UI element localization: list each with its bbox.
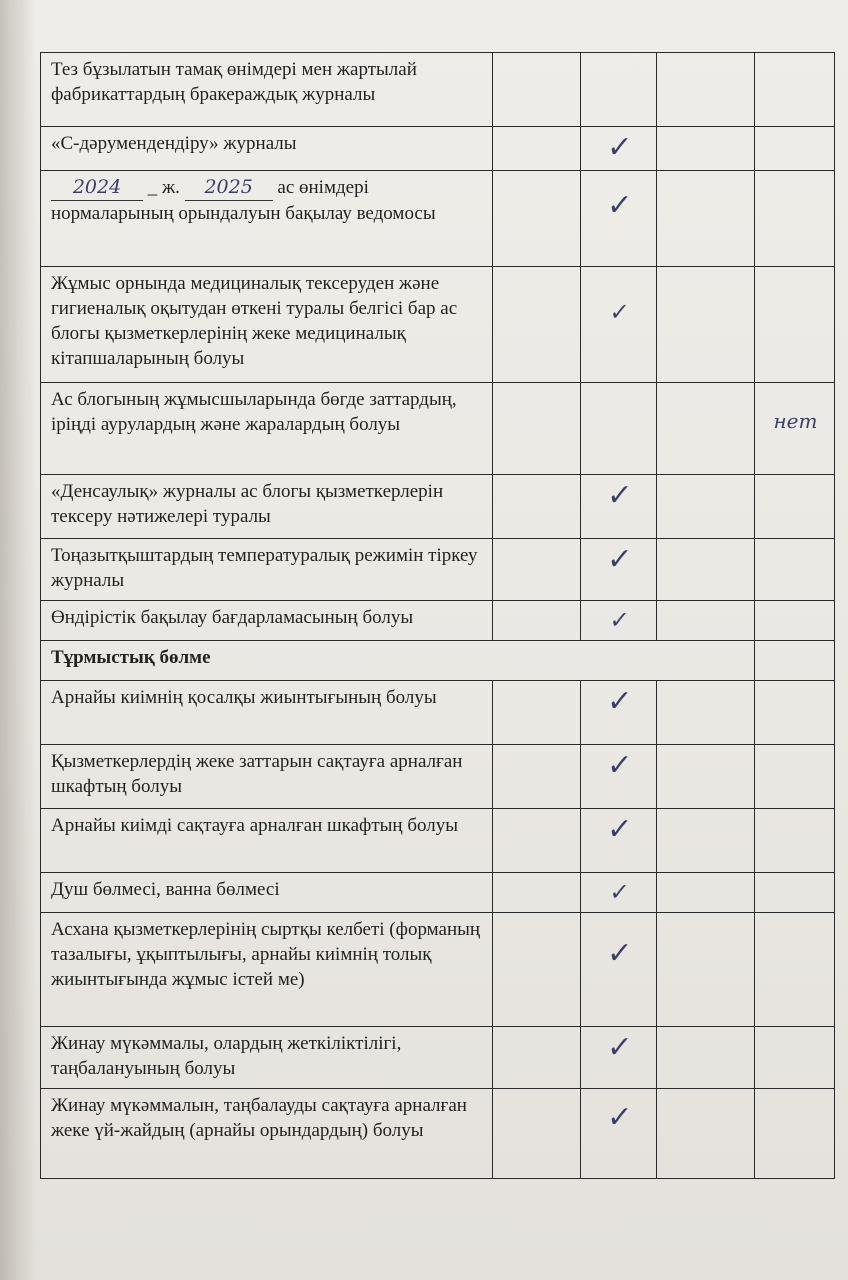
cell: [493, 1089, 581, 1179]
table-row: [41, 873, 835, 913]
checkmark-icon: ✓: [608, 878, 631, 906]
checkmark-icon: ✓: [605, 1030, 634, 1065]
row-label: Қызметкерлердің жеке заттарын сақтауға арналған шкафтың болуы: [41, 745, 493, 809]
check-cell: [581, 383, 657, 475]
cell: [657, 127, 755, 171]
table-row: [41, 745, 835, 809]
cell: [493, 913, 581, 1027]
cell: [657, 745, 755, 809]
row-label: Тез бұзылатын тамақ өнімдері мен жартылай фабрикаттардың бракераждық журналы: [41, 53, 493, 127]
checkmark-icon: ✓: [605, 130, 634, 165]
cell: [755, 1027, 835, 1089]
row-label: «С-дәрумендендіру» журналы: [41, 127, 493, 171]
table-row: [41, 383, 835, 475]
cell: [755, 641, 835, 681]
cell: [657, 1089, 755, 1179]
row-label: Жинау мүкәммалын, таңбалауды сақтауға арналған жеке үй-жайдың (арнайы орындардың) болуы: [41, 1089, 493, 1179]
row-label: Жинау мүкәммалы, олардың жеткіліктілігі, таңбалануының болуы: [41, 1027, 493, 1089]
row-label: [41, 171, 493, 267]
row-label: Өндірістік бақылау бағдарламасының болуы: [41, 601, 493, 641]
cell: [493, 601, 581, 641]
row-label: Ас блогының жұмысшыларында бөгде заттардың, іріңді аурулардың және жаралардың болуы: [41, 383, 493, 475]
cell: [493, 1027, 581, 1089]
checkmark-icon: ✓: [605, 188, 634, 223]
cell: [657, 873, 755, 913]
cell: [493, 475, 581, 539]
inspection-checklist-table: [40, 52, 835, 1179]
check-cell: [581, 127, 657, 171]
cell: [657, 171, 755, 267]
cell: [657, 383, 755, 475]
check-cell: [581, 1089, 657, 1179]
cell: [755, 171, 835, 267]
cell: [493, 267, 581, 383]
cell: [755, 53, 835, 127]
table-row: [41, 171, 835, 267]
row-label-text: ас өнімдері нормаларының орындалуын бақылау ведомосы: [51, 177, 436, 224]
cell: [657, 53, 755, 127]
cell: [493, 127, 581, 171]
cell: [493, 539, 581, 601]
checkmark-icon: ✓: [608, 298, 631, 326]
handwritten-year-end: 2025: [204, 176, 253, 198]
check-cell: [581, 539, 657, 601]
cell: [493, 745, 581, 809]
cell: [493, 809, 581, 873]
handwritten-cell: [755, 383, 835, 475]
table-row: [41, 681, 835, 745]
row-label: Арнайы киімді сақтауға арналған шкафтың болуы: [41, 809, 493, 873]
table-row: [41, 475, 835, 539]
cell: [657, 267, 755, 383]
year-separator: _ ж.: [147, 177, 180, 198]
cell: [493, 53, 581, 127]
year-end-blank: [185, 175, 273, 201]
checkmark-icon: ✓: [605, 684, 634, 719]
checkmark-icon: ✓: [608, 606, 631, 634]
cell: [657, 1027, 755, 1089]
year-start-blank: [51, 175, 143, 201]
cell: [657, 913, 755, 1027]
cell: [755, 475, 835, 539]
row-label: «Денсаулық» журналы ас блогы қызметкерлерін тексеру нәтижелері туралы: [41, 475, 493, 539]
check-cell: [581, 681, 657, 745]
checkmark-icon: ✓: [605, 478, 634, 513]
row-label: Душ бөлмесі, ванна бөлмесі: [41, 873, 493, 913]
table-row: [41, 1089, 835, 1179]
cell: [755, 267, 835, 383]
cell: [657, 475, 755, 539]
row-label: Жұмыс орнында медициналық тексеруден және гигиеналық оқытудан өткені туралы белгісі бар ас блогы қызметкерлерінің жеке медициналық кітапшаларының болуы: [41, 267, 493, 383]
cell: [493, 171, 581, 267]
table-row: [41, 267, 835, 383]
checkmark-icon: ✓: [605, 748, 634, 783]
table-row: [41, 601, 835, 641]
checkmark-icon: ✓: [605, 1100, 634, 1135]
cell: [755, 873, 835, 913]
cell: [755, 809, 835, 873]
cell: [755, 681, 835, 745]
check-cell: [581, 267, 657, 383]
cell: [755, 1089, 835, 1179]
cell: [657, 601, 755, 641]
cell: [493, 383, 581, 475]
cell: [755, 127, 835, 171]
check-cell: [581, 745, 657, 809]
checkmark-icon: ✓: [605, 542, 634, 577]
table-row: [41, 53, 835, 127]
row-label: Асхана қызметкерлерінің сыртқы келбеті (форманың тазалығы, ұқыптылығы, арнайы киімнің толық жиынтығында жұмыс істей ме): [41, 913, 493, 1027]
checkmark-icon: ✓: [605, 936, 634, 971]
cell: [755, 601, 835, 641]
table-row: [41, 539, 835, 601]
table-row: [41, 1027, 835, 1089]
table-row: [41, 809, 835, 873]
check-cell: [581, 53, 657, 127]
check-cell: [581, 475, 657, 539]
handwritten-note: нет: [773, 409, 818, 433]
check-cell: [581, 1027, 657, 1089]
handwritten-year-start: 2024: [72, 176, 122, 198]
cell: [657, 539, 755, 601]
row-label: Тоңазытқыштардың температуралық режимін тіркеу журналы: [41, 539, 493, 601]
table-row: [41, 913, 835, 1027]
table-row: [41, 127, 835, 171]
row-label: Арнайы киімнің қосалқы жиынтығының болуы: [41, 681, 493, 745]
cell: [493, 681, 581, 745]
cell: [657, 809, 755, 873]
section-title: Тұрмыстық бөлме: [41, 641, 755, 681]
cell: [493, 873, 581, 913]
cell: [755, 539, 835, 601]
check-cell: [581, 873, 657, 913]
check-cell: [581, 913, 657, 1027]
checkmark-icon: ✓: [605, 812, 634, 847]
check-cell: [581, 809, 657, 873]
section-row: [41, 641, 835, 681]
cell: [755, 913, 835, 1027]
cell: [755, 745, 835, 809]
cell: [657, 681, 755, 745]
check-cell: [581, 601, 657, 641]
check-cell: [581, 171, 657, 267]
page-shadow: [0, 0, 36, 1280]
